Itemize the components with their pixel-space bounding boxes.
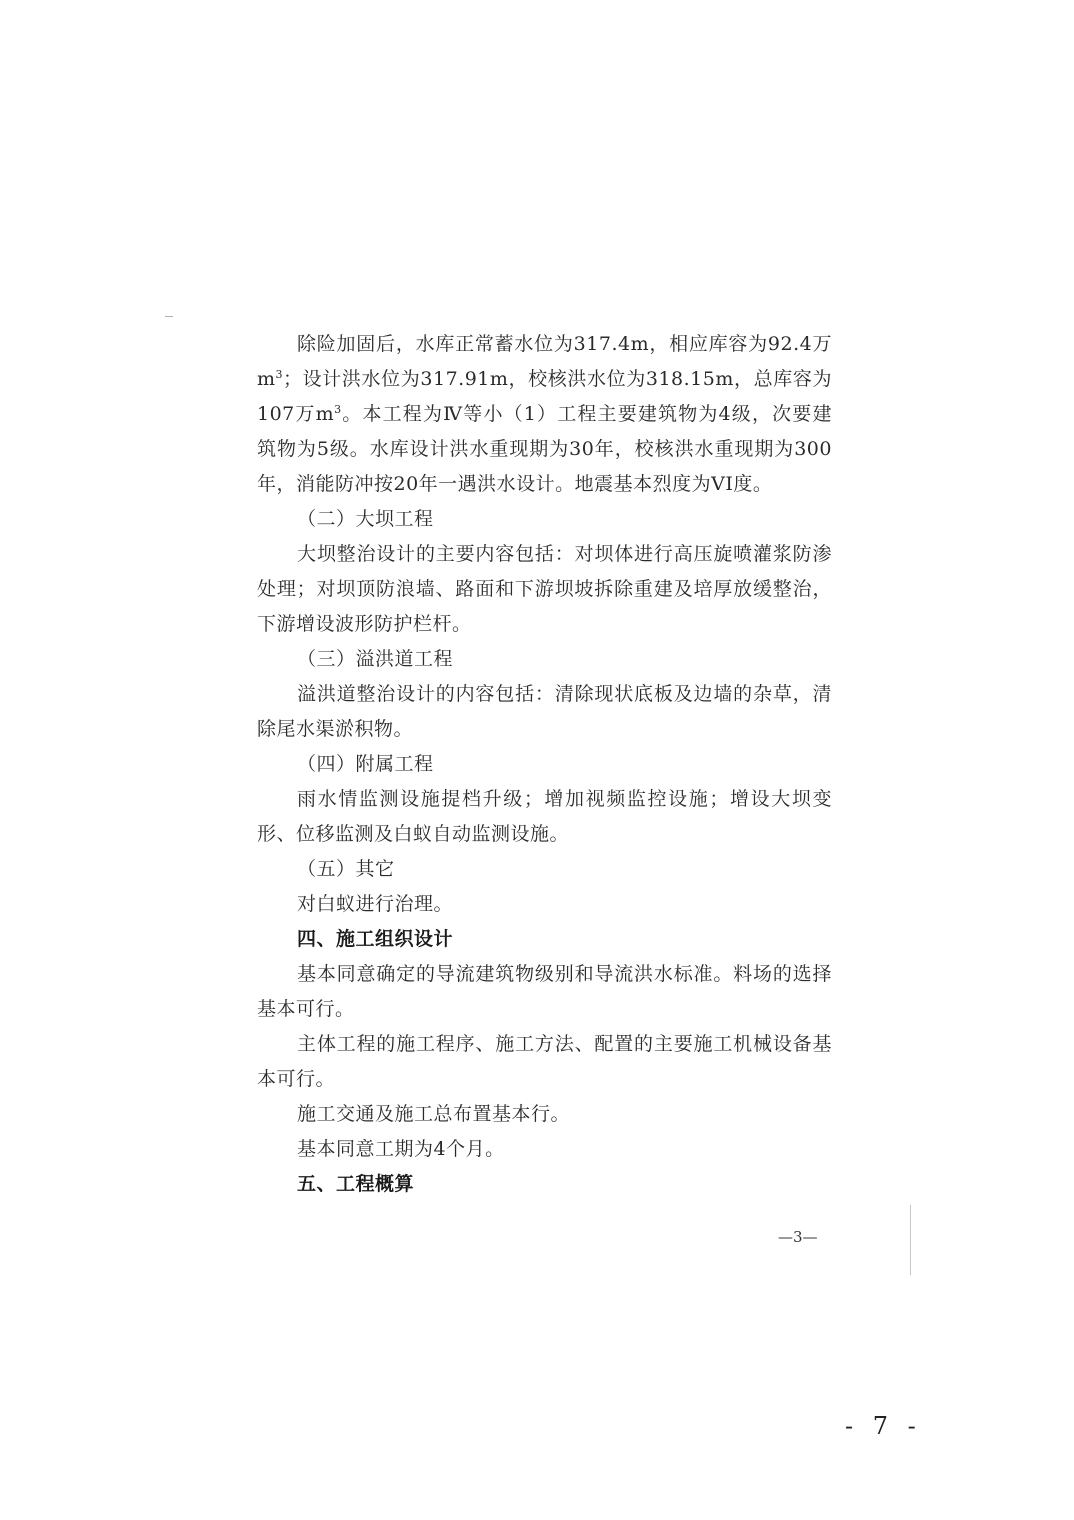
section-heading-auxiliary: （四）附属工程 bbox=[297, 753, 434, 775]
scan-artifact-mark bbox=[165, 316, 173, 317]
binding-edge-line bbox=[910, 1205, 911, 1275]
paragraph-reservoir-levels: 除险加固后，水库正常蓄水位为317.4m，相应库容为92.4万$m^3$；设计洪水位为317.91m，校核洪水位为318.15m，总库容为107万$m^3$。本工程为Ⅳ等小（1）工程主要建筑物为4级，次要建筑物为5级。水库设计洪水重现期为30年，校核洪水重现期为300年，消能防冲按20年一遇洪水设计。地震基本烈度为VI度。 bbox=[257, 333, 832, 495]
paragraph-dam: 大坝整治设计的主要内容包括：对坝体进行高压旋喷灌浆防渗处理；对坝顶防浪墙、路面和下游坝坡拆除重建及培厚放缓整治，下游增设波形防护栏杆。 bbox=[257, 543, 832, 635]
section-heading-construction: 四、施工组织设计 bbox=[297, 928, 454, 950]
outer-page-number: - 7 - bbox=[845, 1412, 922, 1440]
section-heading-estimate: 五、工程概算 bbox=[297, 1173, 415, 1195]
section-heading-dam: （二）大坝工程 bbox=[297, 508, 434, 530]
document-body bbox=[257, 327, 832, 1202]
paragraph-spillway: 溢洪道整治设计的内容包括：清除现状底板及边墙的杂草，清除尾水渠淤积物。 bbox=[257, 683, 832, 740]
inner-page-number: —3— bbox=[778, 1228, 818, 1246]
section-heading-other: （五）其它 bbox=[297, 858, 395, 880]
section-heading-spillway: （三）溢洪道工程 bbox=[297, 648, 454, 670]
paragraph-schedule: 基本同意工期为4个月。 bbox=[297, 1138, 505, 1160]
paragraph-construction-method: 主体工程的施工程序、施工方法、配置的主要施工机械设备基本可行。 bbox=[257, 1033, 832, 1090]
paragraph-traffic-layout: 施工交通及施工总布置基本行。 bbox=[297, 1103, 571, 1125]
paragraph-other: 对白蚁进行治理。 bbox=[297, 893, 454, 915]
paragraph-diversion: 基本同意确定的导流建筑物级别和导流洪水标准。料场的选择基本可行。 bbox=[257, 963, 832, 1020]
paragraph-auxiliary: 雨水情监测设施提档升级；增加视频监控设施；增设大坝变形、位移监测及白蚁自动监测设施。 bbox=[257, 788, 832, 845]
